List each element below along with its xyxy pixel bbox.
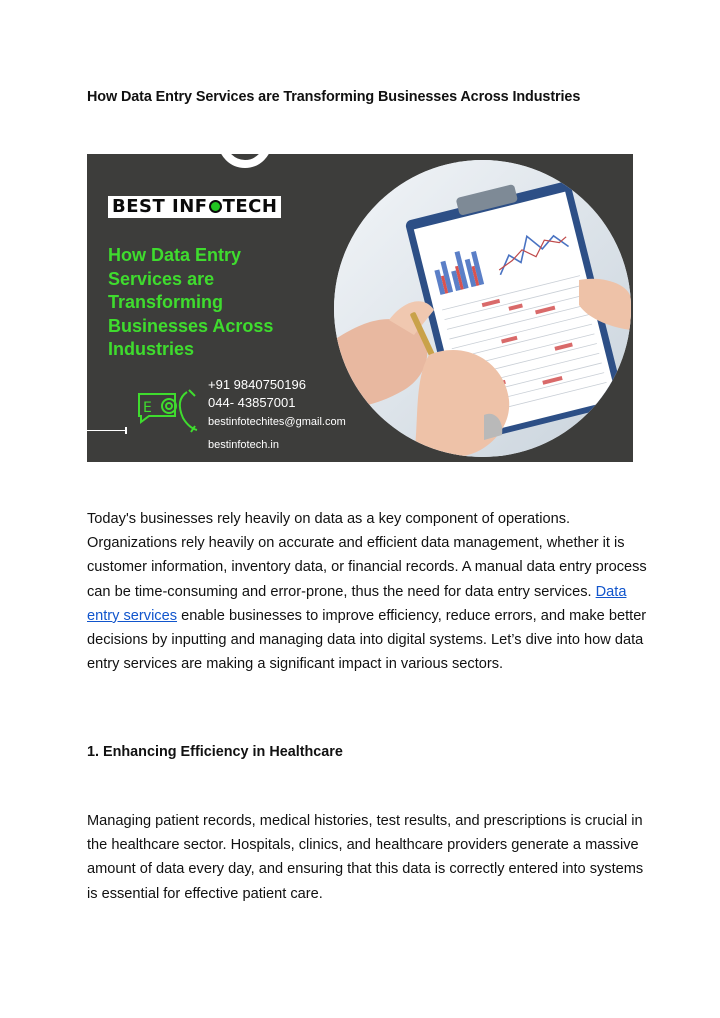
contact-email: bestinfotechites@gmail.com	[208, 416, 346, 428]
document-title: How Data Entry Services are Transforming Businesses Across Industries	[87, 89, 581, 105]
brand-logo	[108, 196, 281, 218]
banner-headline: How Data Entry Services are Transforming Businesses Across Industries	[108, 245, 274, 359]
data-sheet-photo	[334, 160, 631, 457]
contact-block	[208, 376, 346, 454]
phone-primary: +91 9840750196	[208, 377, 306, 392]
intro-paragraph	[87, 507, 647, 676]
section-heading-healthcare: 1. Enhancing Efficiency in Healthcare	[87, 744, 343, 760]
clipboard-illustration	[334, 160, 631, 457]
contact-website: bestinfotech.in	[208, 439, 279, 451]
email-contact-icon	[135, 388, 205, 436]
logo-text-start: BEST INF	[112, 196, 208, 217]
intro-text-end: enable businesses to improve efficiency, reduce errors, and make better decisions by inputting and managing data into digital systems. Let’s dive into how data entry services are making a significant impact in various sectors.	[87, 607, 647, 673]
svg-text:E: E	[143, 400, 152, 416]
healthcare-paragraph: Managing patient records, medical histories, test results, and prescriptions is crucial in the healthcare sector. Hospitals, clinics, and healthcare providers generate a massive amount of data every day, and ensuring that this data is correctly entered into systems is essential for effective patient care.	[87, 813, 644, 902]
decorative-ring	[218, 154, 272, 168]
hero-banner	[87, 154, 633, 462]
banner-divider-cap	[125, 427, 127, 434]
phone-secondary: 044- 43857001	[208, 395, 296, 410]
data-entry-services-link[interactable]: Data entry services	[87, 583, 627, 624]
logo-text-end: TECH	[222, 196, 278, 217]
banner-divider	[87, 430, 127, 431]
logo-o-icon	[209, 200, 222, 213]
intro-text-start: Today's businesses rely heavily on data as a key component of operations. Organizations rely heavily on accurate and efficient data management, whether it is customer information, inventory data, or financial records. A manual data entry process can be time-consuming and error-prone, thus the need for data entry services.	[87, 511, 647, 600]
